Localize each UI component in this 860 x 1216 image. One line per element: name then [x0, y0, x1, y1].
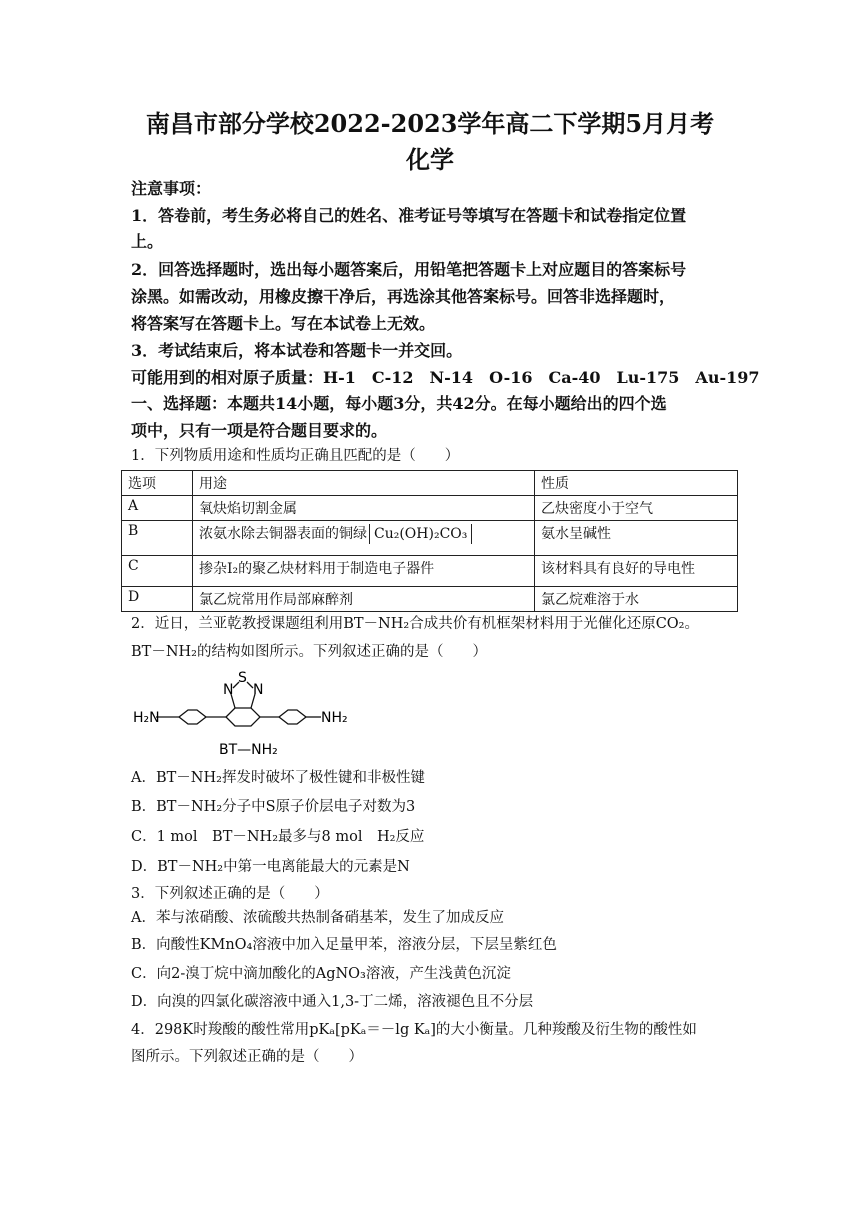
- table-cell-property: 该材料具有良好的导电性: [535, 556, 738, 587]
- notice-heading: 注意事项：: [131, 179, 212, 198]
- q3-option-d: D．向溴的四氯化碳溶液中通入1,3-丁二烯，溶液褪色且不分层: [131, 994, 534, 1010]
- copper-formula: Cu₂(OH)₂CO₃: [369, 524, 472, 544]
- q3-option-b: B．向酸性KMnO₄溶液中加入足量甲苯，溶液分层，下层呈紫红色: [131, 937, 557, 953]
- table-header-row: [122, 471, 738, 496]
- q2-option-a: A．BT－NH₂挥发时破坏了极性键和非极性键: [131, 770, 425, 786]
- table-cell-option: A: [122, 496, 193, 521]
- structure-caption: BT—NH₂: [219, 742, 278, 758]
- q2-stem-b: BT－NH₂的结构如图所示。下列叙述正确的是（ ）: [131, 644, 487, 660]
- section-heading-a: 一、选择题：本题共14小题，每小题3分，共42分。在每小题给出的四个选: [131, 394, 667, 413]
- nitrogen-right-label: N: [253, 682, 264, 698]
- table-cell-property: 氯乙烷难溶于水: [535, 587, 738, 612]
- use-text: 浓氨水除去铜器表面的铜绿: [199, 526, 367, 542]
- table-cell-property: 氨水呈碱性: [535, 521, 738, 556]
- table-row: [122, 587, 738, 612]
- q2-option-b: B．BT－NH₂分子中S原子价层电子对数为3: [131, 799, 416, 815]
- table-cell-use: 掺杂I₂的聚乙炔材料用于制造电子器件: [193, 556, 535, 587]
- nitrogen-left-label: N: [223, 682, 234, 698]
- notice-item-2a: 2．回答选择题时，选出每小题答案后，用铅笔把答题卡上对应题目的答案标号: [131, 260, 687, 279]
- q2-option-c: C．1 mol BT－NH₂最多与8 mol H₂反应: [131, 829, 425, 845]
- table-row: [122, 496, 738, 521]
- notice-item-2b: 涂黑。如需改动，用橡皮擦干净后，再选涂其他答案标号。回答非选择题时，: [131, 287, 676, 306]
- notice-item-1a: 1．答卷前，考生务必将自己的姓名、准考证号等填写在答题卡和试卷指定位置: [131, 206, 687, 225]
- table-header: 用途: [193, 471, 535, 496]
- subject-title: 化学: [406, 145, 454, 174]
- table-cell-property: 乙炔密度小于空气: [535, 496, 738, 521]
- table-header: 性质: [535, 471, 738, 496]
- table-row: [122, 521, 738, 556]
- table-cell-use: 氧炔焰切割金属: [193, 496, 535, 521]
- atomic-masses: 可能用到的相对原子质量：H-1 C-12 N-14 O-16 Ca-40 Lu-175 Au-197: [131, 368, 760, 387]
- table-cell-use: [193, 521, 535, 556]
- table-cell-use: 氯乙烷常用作局部麻醉剂: [193, 587, 535, 612]
- notice-item-3: 3．考试结束后，将本试卷和答题卡一并交回。: [131, 341, 463, 360]
- q1-stem: 1．下列物质用途和性质均正确且匹配的是（ ）: [131, 448, 460, 464]
- q4-stem-a: 4．298K时羧酸的酸性常用pKₐ[pKₐ＝－lg Kₐ]的大小衡量。几种羧酸及衍生物的酸性如: [131, 1022, 697, 1038]
- notice-item-2c: 将答案写在答题卡上。写在本试卷上无效。: [131, 314, 436, 333]
- q3-stem: 3．下列叙述正确的是（ ）: [131, 886, 329, 902]
- section-heading-b: 项中，只有一项是符合题目要求的。: [131, 421, 388, 440]
- right-benzene-ring: [279, 710, 306, 724]
- central-benzene-ring: [226, 708, 260, 726]
- nh2-label: NH₂: [321, 710, 348, 726]
- h2n-label: H₂N: [133, 710, 160, 726]
- q3-option-a: A．苯与浓硝酸、浓硫酸共热制备硝基苯，发生了加成反应: [131, 910, 504, 926]
- q4-stem-b: 图所示。下列叙述正确的是（ ）: [131, 1049, 363, 1065]
- q2-option-d: D．BT－NH₂中第一电离能最大的元素是N: [131, 859, 410, 875]
- table-cell-option: B: [122, 521, 193, 556]
- notice-item-1b: 上。: [131, 232, 164, 251]
- table-cell-option: D: [122, 587, 193, 612]
- table-row: [122, 556, 738, 587]
- left-benzene-ring: [179, 710, 206, 724]
- exam-title: 南昌市部分学校2022-2023学年高二下学期5月月考: [145, 109, 715, 138]
- q2-stem-a: 2．近日，兰亚乾教授课题组利用BT－NH₂合成共价有机框架材料用于光催化还原CO₂。: [131, 616, 699, 632]
- q3-option-c: C．向2-溴丁烷中滴加酸化的AgNO₃溶液，产生浅黄色沉淀: [131, 966, 511, 982]
- table-header: 选项: [122, 471, 193, 496]
- sulfur-label: S: [238, 670, 247, 686]
- bt-nh2-structure: [131, 670, 371, 760]
- table-cell-option: C: [122, 556, 193, 587]
- q1-table: [121, 470, 738, 612]
